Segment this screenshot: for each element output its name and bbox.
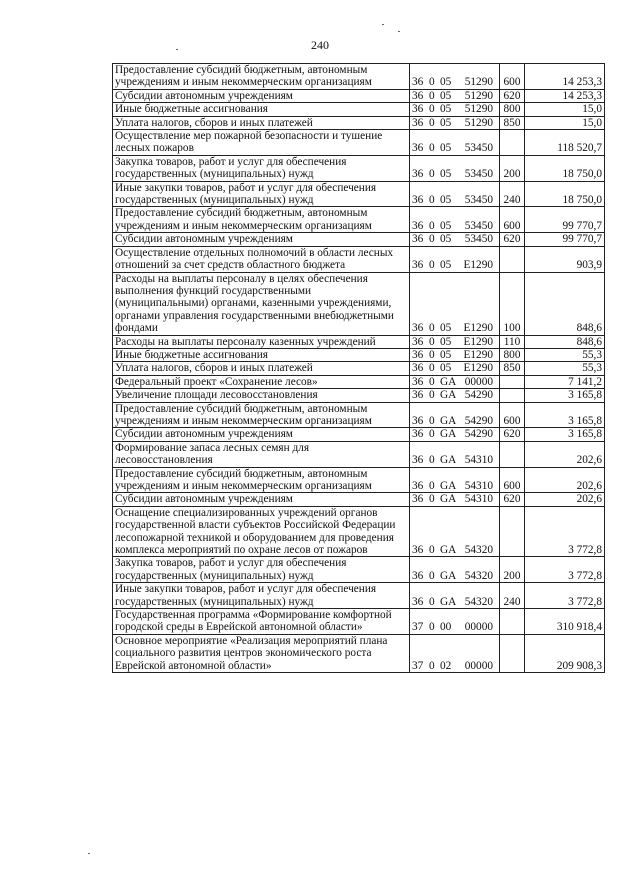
row-amount: 14 253,3 bbox=[525, 89, 605, 102]
code-event: 02 bbox=[440, 659, 452, 672]
row-code bbox=[410, 428, 500, 441]
row-expense-type: 600 bbox=[500, 64, 525, 90]
row-expense-type: 620 bbox=[500, 428, 525, 441]
row-name: Закупка товаров, работ и услуг для обеспечения государственных (муниципальных) нужд bbox=[113, 155, 410, 181]
row-expense-type: 620 bbox=[500, 89, 525, 102]
code-subprogram: 0 bbox=[429, 194, 435, 207]
code-program: 36 bbox=[412, 362, 424, 375]
row-amount: 848,6 bbox=[525, 335, 605, 348]
code-subprogram: 0 bbox=[429, 389, 435, 402]
code-direction: 53450 bbox=[464, 142, 493, 155]
row-expense-type: 240 bbox=[500, 583, 525, 609]
row-code bbox=[410, 335, 500, 348]
code-subprogram: 0 bbox=[429, 142, 435, 155]
row-expense-type: 200 bbox=[500, 557, 525, 583]
code-subprogram: 0 bbox=[429, 428, 435, 441]
row-name: Предоставление субсидий бюджетным, автономным учреждениям и иным некоммерческим организациям bbox=[113, 207, 410, 233]
table-row bbox=[113, 89, 605, 102]
row-expense-type bbox=[500, 389, 525, 402]
table-row bbox=[113, 335, 605, 348]
code-event: 05 bbox=[440, 259, 452, 272]
table-row bbox=[113, 246, 605, 272]
code-direction: 54290 bbox=[464, 389, 493, 402]
code-subprogram: 0 bbox=[429, 335, 435, 348]
table-row bbox=[113, 155, 605, 181]
code-subprogram: 0 bbox=[429, 322, 435, 335]
table-row bbox=[113, 64, 605, 90]
row-amount: 3 165,8 bbox=[525, 389, 605, 402]
row-expense-type: 850 bbox=[500, 116, 525, 129]
row-amount: 3 165,8 bbox=[525, 428, 605, 441]
code-program: 36 bbox=[412, 89, 424, 102]
code-program: 36 bbox=[412, 259, 424, 272]
code-direction: 54290 bbox=[464, 428, 493, 441]
row-amount: 118 520,7 bbox=[525, 130, 605, 156]
code-event: 05 bbox=[440, 335, 452, 348]
code-direction: 51290 bbox=[464, 89, 493, 102]
code-event: GA bbox=[440, 414, 457, 427]
code-subprogram: 0 bbox=[429, 233, 435, 246]
row-name: Предоставление субсидий бюджетным, автономным учреждениям и иным некоммерческим организациям bbox=[113, 64, 410, 90]
row-code bbox=[410, 375, 500, 388]
code-program: 36 bbox=[412, 389, 424, 402]
row-amount: 55,3 bbox=[525, 348, 605, 361]
row-amount: 202,6 bbox=[525, 441, 605, 467]
code-direction: 00000 bbox=[464, 659, 493, 672]
row-name: Формирование запаса лесных семян для лесовосстановления bbox=[113, 441, 410, 467]
row-amount: 14 253,3 bbox=[525, 64, 605, 90]
row-code bbox=[410, 89, 500, 102]
table-row bbox=[113, 428, 605, 441]
code-program: 36 bbox=[412, 569, 424, 582]
row-code bbox=[410, 557, 500, 583]
table-row bbox=[113, 181, 605, 207]
row-expense-type bbox=[500, 506, 525, 557]
code-subprogram: 0 bbox=[429, 103, 435, 116]
row-name: Расходы на выплаты персоналу в целях обеспечения выполнения функций государственными (муниципальными) органами, казенными учреждениями, органами управления государственными внебюджетными фондами bbox=[113, 272, 410, 335]
code-subprogram: 0 bbox=[429, 219, 435, 232]
code-event: 05 bbox=[440, 168, 452, 181]
code-subprogram: 0 bbox=[429, 493, 435, 506]
row-name: Федеральный проект «Сохранение лесов» bbox=[113, 375, 410, 388]
table-row bbox=[113, 493, 605, 506]
budget-table bbox=[112, 63, 605, 673]
row-name: Субсидии автономным учреждениям bbox=[113, 428, 410, 441]
row-name: Осуществление отдельных полномочий в области лесных отношений за счет средств областного бюджета bbox=[113, 246, 410, 272]
code-event: GA bbox=[440, 493, 457, 506]
code-direction: Е1290 bbox=[463, 322, 493, 335]
code-subprogram: 0 bbox=[429, 454, 435, 467]
code-event: GA bbox=[440, 454, 457, 467]
row-name: Основное мероприятие «Реализация мероприятий плана социального развития центров экономического роста Еврейской автономной области» bbox=[113, 634, 410, 672]
row-name: Предоставление субсидий бюджетным, автономным учреждениям и иным некоммерческим организациям bbox=[113, 402, 410, 428]
code-program: 36 bbox=[412, 428, 424, 441]
row-name: Уплата налогов, сборов и иных платежей bbox=[113, 362, 410, 375]
code-event: GA bbox=[440, 595, 457, 608]
row-amount: 15,0 bbox=[525, 103, 605, 116]
row-amount: 15,0 bbox=[525, 116, 605, 129]
code-direction: 54310 bbox=[464, 480, 493, 492]
code-direction: 54320 bbox=[464, 569, 493, 582]
code-program: 36 bbox=[412, 595, 424, 608]
code-program: 36 bbox=[412, 335, 424, 348]
table-row bbox=[113, 116, 605, 129]
row-amount: 99 770,7 bbox=[525, 207, 605, 233]
row-code bbox=[410, 583, 500, 609]
row-code bbox=[410, 362, 500, 375]
code-program: 36 bbox=[412, 348, 424, 361]
row-name: Иные бюджетные ассигнования bbox=[113, 348, 410, 361]
code-event: 05 bbox=[440, 362, 452, 375]
row-code bbox=[410, 634, 500, 672]
row-code bbox=[410, 103, 500, 116]
code-program: 36 bbox=[412, 103, 424, 116]
code-event: 05 bbox=[440, 322, 452, 335]
row-code bbox=[410, 181, 500, 207]
page-number: 240 bbox=[311, 38, 329, 52]
code-program: 37 bbox=[412, 659, 424, 672]
code-program: 36 bbox=[412, 219, 424, 232]
table-row bbox=[113, 609, 605, 635]
row-amount: 99 770,7 bbox=[525, 233, 605, 246]
row-name: Субсидии автономным учреждениям bbox=[113, 233, 410, 246]
code-direction: Е1290 bbox=[463, 348, 493, 361]
code-direction: 51290 bbox=[464, 116, 493, 129]
row-expense-type: 600 bbox=[500, 402, 525, 428]
row-name: Государственная программа «Формирование комфортной городской среды в Еврейской автономной области» bbox=[113, 609, 410, 635]
row-amount: 3 772,8 bbox=[525, 557, 605, 583]
row-amount: 209 908,3 bbox=[525, 634, 605, 672]
code-event: 05 bbox=[440, 76, 452, 89]
row-name: Иные закупки товаров, работ и услуг для обеспечения государственных (муниципальных) нужд bbox=[113, 181, 410, 207]
code-direction: 54310 bbox=[464, 493, 493, 506]
code-event: 05 bbox=[440, 116, 452, 129]
code-subprogram: 0 bbox=[429, 168, 435, 181]
code-subprogram: 0 bbox=[429, 89, 435, 102]
table-row bbox=[113, 207, 605, 233]
table-row bbox=[113, 375, 605, 388]
code-subprogram: 0 bbox=[429, 544, 435, 557]
code-direction: 54320 bbox=[464, 595, 493, 608]
code-subprogram: 0 bbox=[429, 659, 435, 672]
code-program: 36 bbox=[412, 414, 424, 427]
code-program: 36 bbox=[412, 194, 424, 207]
code-subprogram: 0 bbox=[429, 375, 435, 388]
code-subprogram: 0 bbox=[429, 569, 435, 582]
row-name: Предоставление субсидий бюджетным, автономным учреждениям и иным некоммерческим организациям bbox=[113, 467, 410, 493]
code-event: GA bbox=[440, 428, 457, 441]
row-expense-type: 200 bbox=[500, 155, 525, 181]
code-direction: 51290 bbox=[464, 103, 493, 116]
row-name: Закупка товаров, работ и услуг для обеспечения государственных (муниципальных) нужд bbox=[113, 557, 410, 583]
row-name: Иные бюджетные ассигнования bbox=[113, 103, 410, 116]
row-expense-type bbox=[500, 130, 525, 156]
row-code bbox=[410, 609, 500, 635]
code-program: 36 bbox=[412, 142, 424, 155]
row-code bbox=[410, 389, 500, 402]
scan-speck bbox=[382, 24, 384, 25]
code-program: 36 bbox=[412, 375, 424, 388]
code-event: GA bbox=[440, 375, 457, 388]
row-code bbox=[410, 348, 500, 361]
row-amount: 18 750,0 bbox=[525, 181, 605, 207]
row-expense-type: 620 bbox=[500, 233, 525, 246]
scan-speck bbox=[176, 49, 178, 50]
row-expense-type: 600 bbox=[500, 207, 525, 233]
row-name: Субсидии автономным учреждениям bbox=[113, 493, 410, 506]
code-subprogram: 0 bbox=[429, 595, 435, 608]
code-program: 36 bbox=[412, 116, 424, 129]
row-code bbox=[410, 467, 500, 493]
row-code bbox=[410, 233, 500, 246]
row-expense-type bbox=[500, 609, 525, 635]
code-event: GA bbox=[440, 480, 457, 492]
row-expense-type bbox=[500, 441, 525, 467]
row-code bbox=[410, 207, 500, 233]
budget-table-body bbox=[113, 64, 605, 673]
code-program: 36 bbox=[412, 480, 424, 492]
code-direction: 53450 bbox=[464, 219, 493, 232]
code-program: 36 bbox=[412, 168, 424, 181]
row-expense-type: 600 bbox=[500, 467, 525, 493]
code-direction: 00000 bbox=[464, 621, 493, 634]
code-event: 05 bbox=[440, 348, 452, 361]
code-event: 05 bbox=[440, 89, 452, 102]
code-subprogram: 0 bbox=[429, 259, 435, 272]
code-program: 36 bbox=[412, 544, 424, 557]
code-program: 36 bbox=[412, 493, 424, 506]
scan-speck bbox=[88, 853, 90, 854]
row-code bbox=[410, 441, 500, 467]
code-program: 36 bbox=[412, 454, 424, 467]
code-subprogram: 0 bbox=[429, 480, 435, 492]
code-event: 05 bbox=[440, 219, 452, 232]
table-row bbox=[113, 233, 605, 246]
row-code bbox=[410, 506, 500, 557]
table-row bbox=[113, 557, 605, 583]
code-program: 36 bbox=[412, 233, 424, 246]
table-row bbox=[113, 389, 605, 402]
code-direction: 51290 bbox=[464, 76, 493, 89]
row-name: Осуществление мер пожарной безопасности и тушение лесных пожаров bbox=[113, 130, 410, 156]
row-name: Уплата налогов, сборов и иных платежей bbox=[113, 116, 410, 129]
row-amount: 7 141,2 bbox=[525, 375, 605, 388]
row-name: Иные закупки товаров, работ и услуг для обеспечения государственных (муниципальных) нужд bbox=[113, 583, 410, 609]
table-row bbox=[113, 348, 605, 361]
row-code bbox=[410, 246, 500, 272]
code-direction: Е1290 bbox=[463, 259, 493, 272]
row-amount: 55,3 bbox=[525, 362, 605, 375]
code-direction: 54290 bbox=[464, 414, 493, 427]
row-amount: 3 165,8 bbox=[525, 402, 605, 428]
code-event: 05 bbox=[440, 233, 452, 246]
code-direction: Е1290 bbox=[463, 362, 493, 375]
table-row bbox=[113, 130, 605, 156]
code-program: 36 bbox=[412, 322, 424, 335]
row-expense-type: 800 bbox=[500, 348, 525, 361]
row-expense-type: 110 bbox=[500, 335, 525, 348]
code-direction: 54310 bbox=[464, 454, 493, 467]
row-amount: 3 772,8 bbox=[525, 506, 605, 557]
table-row bbox=[113, 506, 605, 557]
code-event: GA bbox=[440, 389, 457, 402]
row-amount: 202,6 bbox=[525, 467, 605, 493]
row-amount: 848,6 bbox=[525, 272, 605, 335]
row-amount: 903,9 bbox=[525, 246, 605, 272]
code-event: 05 bbox=[440, 194, 452, 207]
table-row bbox=[113, 441, 605, 467]
row-name: Оснащение специализированных учреждений органов государственной власти субъектов Российской Федерации лесопожарной техникой и оборудованием для проведения комплекса мероприятий по охране лесов от пожаров bbox=[113, 506, 410, 557]
code-direction: 00000 bbox=[464, 375, 493, 388]
row-amount: 202,6 bbox=[525, 493, 605, 506]
code-direction: 53450 bbox=[464, 168, 493, 181]
row-code bbox=[410, 130, 500, 156]
code-event: GA bbox=[440, 544, 457, 557]
row-expense-type: 800 bbox=[500, 103, 525, 116]
table-row bbox=[113, 272, 605, 335]
row-name: Расходы на выплаты персоналу казенных учреждений bbox=[113, 335, 410, 348]
code-program: 37 bbox=[412, 621, 424, 634]
table-row bbox=[113, 467, 605, 493]
row-code bbox=[410, 402, 500, 428]
row-expense-type bbox=[500, 634, 525, 672]
row-code bbox=[410, 155, 500, 181]
row-name: Увеличение площади лесовосстановления bbox=[113, 389, 410, 402]
table-row bbox=[113, 362, 605, 375]
row-expense-type bbox=[500, 375, 525, 388]
code-program: 36 bbox=[412, 76, 424, 89]
code-direction: 53450 bbox=[464, 194, 493, 207]
table-row bbox=[113, 583, 605, 609]
row-code bbox=[410, 64, 500, 90]
row-code bbox=[410, 272, 500, 335]
row-expense-type: 620 bbox=[500, 493, 525, 506]
code-event: 00 bbox=[440, 621, 452, 634]
code-subprogram: 0 bbox=[429, 621, 435, 634]
code-direction: 53450 bbox=[464, 233, 493, 246]
row-expense-type: 240 bbox=[500, 181, 525, 207]
code-subprogram: 0 bbox=[429, 348, 435, 361]
row-amount: 18 750,0 bbox=[525, 155, 605, 181]
row-expense-type: 100 bbox=[500, 272, 525, 335]
table-row bbox=[113, 402, 605, 428]
table-row bbox=[113, 103, 605, 116]
code-subprogram: 0 bbox=[429, 76, 435, 89]
code-subprogram: 0 bbox=[429, 414, 435, 427]
code-direction: 54320 bbox=[464, 544, 493, 557]
code-subprogram: 0 bbox=[429, 116, 435, 129]
code-subprogram: 0 bbox=[429, 362, 435, 375]
row-name: Субсидии автономным учреждениям bbox=[113, 89, 410, 102]
code-event: 05 bbox=[440, 142, 452, 155]
code-direction: Е1290 bbox=[463, 335, 493, 348]
row-amount: 3 772,8 bbox=[525, 583, 605, 609]
scan-speck bbox=[398, 31, 400, 32]
row-expense-type: 850 bbox=[500, 362, 525, 375]
code-event: GA bbox=[440, 569, 457, 582]
row-amount: 310 918,4 bbox=[525, 609, 605, 635]
table-row bbox=[113, 634, 605, 672]
code-event: 05 bbox=[440, 103, 452, 116]
row-expense-type bbox=[500, 246, 525, 272]
row-code bbox=[410, 116, 500, 129]
row-code bbox=[410, 493, 500, 506]
